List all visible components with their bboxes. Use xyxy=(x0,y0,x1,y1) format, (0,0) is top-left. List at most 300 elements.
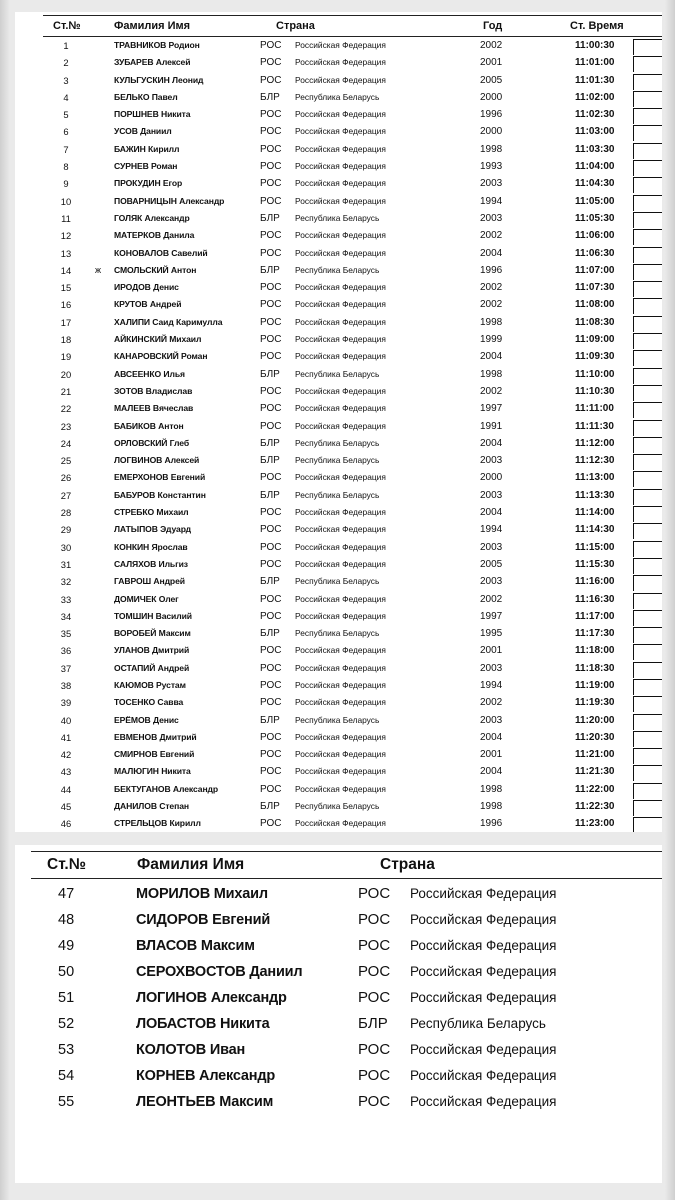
table-body xyxy=(15,881,662,1115)
table-row xyxy=(15,106,662,123)
table-row xyxy=(15,400,662,417)
country-name: Российская Федерация xyxy=(295,818,386,829)
birth-year: 1999 xyxy=(480,334,503,346)
country-code: РОС xyxy=(260,749,282,761)
table-row xyxy=(15,608,662,625)
start-number: 53 xyxy=(58,1042,75,1058)
start-time: 11:19:30 xyxy=(575,697,615,709)
country-code: БЛР xyxy=(358,1015,388,1032)
country-name: Российская Федерация xyxy=(295,420,386,431)
result-cell xyxy=(633,610,662,626)
start-time: 11:12:30 xyxy=(575,455,615,467)
start-number: 4 xyxy=(63,91,69,103)
start-time: 11:15:30 xyxy=(575,558,615,570)
table-row xyxy=(15,959,662,985)
result-cell xyxy=(633,523,662,539)
start-time: 11:10:00 xyxy=(575,368,615,380)
start-number: 20 xyxy=(60,368,72,380)
country-code: РОС xyxy=(358,1067,391,1084)
header-name: Фамилия Имя xyxy=(114,20,191,32)
result-cell xyxy=(633,316,662,332)
start-time: 11:18:00 xyxy=(575,645,615,657)
birth-year: 2002 xyxy=(480,593,503,605)
table-row xyxy=(15,1063,662,1089)
country-code: РОС xyxy=(260,126,282,138)
result-cell xyxy=(633,195,662,211)
country-name: Российская Федерация xyxy=(295,697,386,708)
result-cell xyxy=(633,454,662,470)
country-code: РОС xyxy=(260,178,282,190)
start-time: 11:15:00 xyxy=(575,541,615,553)
country-code: БЛР xyxy=(260,489,280,501)
athlete-name: ОСТАПИЙ Андрей xyxy=(114,662,190,673)
country-code: РОС xyxy=(358,989,391,1006)
athlete-name: КАНАРОВСКИЙ Роман xyxy=(114,351,208,362)
athlete-name: ДАНИЛОВ Степан xyxy=(114,801,189,812)
country-name: Российская Федерация xyxy=(295,126,386,137)
start-number: 38 xyxy=(60,679,72,691)
table-row xyxy=(15,366,662,383)
table-row xyxy=(15,539,662,556)
start-time: 11:16:30 xyxy=(575,593,615,605)
table-row xyxy=(15,573,662,590)
result-cell xyxy=(633,489,662,505)
country-code: РОС xyxy=(260,420,282,432)
start-time: 11:18:30 xyxy=(575,662,615,674)
athlete-name: САЛЯХОВ Ильгиз xyxy=(114,558,188,569)
country-code: БЛР xyxy=(260,455,280,467)
birth-year: 1996 xyxy=(480,264,503,276)
start-number: 33 xyxy=(60,593,72,605)
start-time: 11:06:00 xyxy=(575,230,615,242)
athlete-name: ЛЕОНТЬЕВ Максим xyxy=(136,1094,274,1110)
table-row xyxy=(15,123,662,140)
athlete-name: СТРЕБКО Михаил xyxy=(114,507,189,518)
country-name: Российская Федерация xyxy=(295,282,386,293)
country-name: Российская Федерация xyxy=(295,749,386,760)
birth-year: 2002 xyxy=(480,230,503,242)
table-row xyxy=(15,54,662,71)
table-row xyxy=(15,72,662,89)
start-number: 44 xyxy=(60,783,72,795)
start-time: 11:05:00 xyxy=(575,195,615,207)
birth-year: 2003 xyxy=(480,541,503,553)
table-header xyxy=(43,15,662,37)
table-row xyxy=(15,175,662,192)
start-number: 8 xyxy=(63,161,69,173)
start-time: 11:07:30 xyxy=(575,282,615,294)
country-name: Российская Федерация xyxy=(295,507,386,518)
table-row xyxy=(15,933,662,959)
country-name: Российская Федерация xyxy=(295,74,386,85)
start-number: 6 xyxy=(63,126,69,138)
country-name: Республика Беларусь xyxy=(295,91,380,102)
birth-year: 2001 xyxy=(480,57,503,69)
country-name: Российская Федерация xyxy=(295,57,386,68)
birth-year: 2003 xyxy=(480,662,503,674)
athlete-name: ТОМШИН Василий xyxy=(114,610,192,621)
athlete-name: БЕКТУГАНОВ Александр xyxy=(114,783,219,794)
athlete-name: СУРНЕВ Роман xyxy=(114,161,178,172)
birth-year: 2003 xyxy=(480,455,503,467)
table-row xyxy=(15,763,662,780)
birth-year: 2004 xyxy=(480,351,503,363)
country-name: Российская Федерация xyxy=(410,964,557,979)
athlete-name: ХАЛИПИ Саид Каримулла xyxy=(114,316,223,327)
result-cell xyxy=(633,91,662,107)
country-name: Республика Беларусь xyxy=(295,212,380,223)
athlete-name: СИДОРОВ Евгений xyxy=(136,912,271,928)
start-number: 17 xyxy=(60,316,72,328)
country-code: РОС xyxy=(358,937,391,954)
country-name: Российская Федерация xyxy=(410,990,557,1005)
athlete-name: ПРОКУДИН Егор xyxy=(114,178,183,189)
start-number: 51 xyxy=(58,990,75,1006)
start-time: 11:20:30 xyxy=(575,731,615,743)
athlete-name: КРУТОВ Андрей xyxy=(114,299,182,310)
start-number: 9 xyxy=(63,178,69,190)
country-code: РОС xyxy=(260,541,282,553)
table-row xyxy=(15,1011,662,1037)
country-name: Российская Федерация xyxy=(295,558,386,569)
country-name: Российская Федерация xyxy=(295,385,386,396)
country-code: РОС xyxy=(260,74,282,86)
result-cell xyxy=(633,817,662,832)
result-cell xyxy=(633,714,662,730)
country-name: Российская Федерация xyxy=(295,143,386,154)
table-row xyxy=(15,504,662,521)
start-number: 29 xyxy=(60,524,72,536)
birth-year: 2003 xyxy=(480,576,503,588)
start-time: 11:07:00 xyxy=(575,264,615,276)
country-name: Республика Беларусь xyxy=(295,455,380,466)
start-number: 19 xyxy=(60,351,72,363)
country-code: РОС xyxy=(358,963,391,980)
result-cell xyxy=(633,765,662,781)
country-name: Российская Федерация xyxy=(295,524,386,535)
start-number: 25 xyxy=(60,455,72,467)
start-number: 28 xyxy=(60,507,72,519)
country-code: РОС xyxy=(260,299,282,311)
country-code: РОС xyxy=(260,507,282,519)
table-row xyxy=(15,521,662,538)
table-row xyxy=(15,296,662,313)
country-code: РОС xyxy=(358,885,391,902)
start-time: 11:04:00 xyxy=(575,161,615,173)
country-code: РОС xyxy=(260,662,282,674)
table-row xyxy=(15,210,662,227)
country-name: Российская Федерация xyxy=(295,299,386,310)
country-name: Российская Федерация xyxy=(410,1068,557,1083)
start-time: 11:11:30 xyxy=(575,420,614,432)
start-number: 15 xyxy=(60,282,72,294)
country-code: БЛР xyxy=(260,714,280,726)
result-cell xyxy=(633,748,662,764)
country-code: РОС xyxy=(260,679,282,691)
birth-year: 1994 xyxy=(480,679,503,691)
table-row xyxy=(15,712,662,729)
athlete-name: ЕВМЕНОВ Дмитрий xyxy=(114,731,197,742)
start-number: 47 xyxy=(58,886,75,902)
country-name: Российская Федерация xyxy=(295,40,386,50)
country-code: БЛР xyxy=(260,801,280,813)
result-cell xyxy=(633,298,662,314)
country-name: Российская Федерация xyxy=(295,472,386,483)
start-time: 11:12:00 xyxy=(575,437,615,449)
start-number: 3 xyxy=(63,74,69,86)
country-name: Республика Беларусь xyxy=(295,576,380,587)
country-code: РОС xyxy=(260,818,282,830)
country-name: Российская Федерация xyxy=(295,593,386,604)
start-time: 11:09:00 xyxy=(575,334,615,346)
country-name: Российская Федерация xyxy=(295,247,386,258)
result-cell xyxy=(633,696,662,712)
country-name: Республика Беларусь xyxy=(295,628,380,639)
birth-year: 2002 xyxy=(480,282,503,294)
country-code: РОС xyxy=(358,1093,391,1110)
start-number: 26 xyxy=(60,472,72,484)
start-number: 18 xyxy=(60,334,72,346)
start-number: 43 xyxy=(60,766,72,778)
athlete-name: АЙКИНСКИЙ Михаил xyxy=(114,334,202,345)
athlete-name: ИРОДОВ Денис xyxy=(114,282,179,293)
athlete-name: ПОВАРНИЦЫН Александр xyxy=(114,195,225,206)
birth-year: 1994 xyxy=(480,524,503,536)
birth-year: 1995 xyxy=(480,628,503,640)
result-cell xyxy=(633,229,662,245)
birth-year: 1991 xyxy=(480,420,503,432)
country-name: Республика Беларусь xyxy=(295,714,380,725)
country-name: Российская Федерация xyxy=(295,645,386,656)
start-time: 11:09:30 xyxy=(575,351,615,363)
athlete-name: МАТЕРКОВ Данила xyxy=(114,230,195,241)
country-code: РОС xyxy=(260,593,282,605)
athlete-name: УЛАНОВ Дмитрий xyxy=(114,645,190,656)
athlete-name: УСОВ Даниил xyxy=(114,126,172,137)
country-name: Российская Федерация xyxy=(295,334,386,345)
table-row xyxy=(15,193,662,210)
birth-year: 1996 xyxy=(480,818,503,830)
result-cell xyxy=(633,177,662,193)
start-time: 11:02:30 xyxy=(575,109,615,121)
table-row xyxy=(15,418,662,435)
birth-year: 2002 xyxy=(480,385,503,397)
start-number: 12 xyxy=(60,230,72,242)
result-cell xyxy=(633,281,662,297)
birth-year: 2005 xyxy=(480,74,503,86)
result-cell xyxy=(633,800,662,816)
birth-year: 2002 xyxy=(480,299,503,311)
country-code: БЛР xyxy=(260,212,280,224)
athlete-name: СМИРНОВ Евгений xyxy=(114,749,195,760)
start-time: 11:22:00 xyxy=(575,783,615,795)
birth-year: 2004 xyxy=(480,437,503,449)
start-list-sheet-2 xyxy=(15,845,662,1183)
athlete-name: БАЖИН Кирилл xyxy=(114,143,180,154)
start-time: 11:21:00 xyxy=(575,749,615,761)
athlete-name: ГАВРОШ Андрей xyxy=(114,576,185,587)
athlete-name: МАЛЮГИН Никита xyxy=(114,766,191,777)
start-time: 11:04:30 xyxy=(575,178,615,190)
birth-year: 1998 xyxy=(480,316,503,328)
country-name: Российская Федерация xyxy=(295,662,386,673)
start-time: 11:14:30 xyxy=(575,524,615,536)
athlete-name: ТОСЕНКО Савва xyxy=(114,697,184,708)
athlete-name: ВЛАСОВ Максим xyxy=(136,938,255,954)
athlete-name: ЗУБАРЕВ Алексей xyxy=(114,57,191,68)
start-number: 32 xyxy=(60,576,72,588)
table-body xyxy=(15,37,662,832)
birth-year: 2003 xyxy=(480,212,503,224)
result-cell xyxy=(633,212,662,228)
athlete-name: БАБИКОВ Антон xyxy=(114,420,184,431)
table-row xyxy=(15,591,662,608)
country-name: Республика Беларусь xyxy=(295,368,380,379)
birth-year: 2000 xyxy=(480,91,503,103)
start-time: 11:13:30 xyxy=(575,489,615,501)
country-code: РОС xyxy=(260,697,282,709)
birth-year: 2001 xyxy=(480,749,503,761)
start-number: 1 xyxy=(63,40,69,51)
start-number: 40 xyxy=(60,714,72,726)
result-cell xyxy=(633,575,662,591)
start-time: 11:13:00 xyxy=(575,472,615,484)
athlete-name: МОРИЛОВ Михаил xyxy=(136,886,268,902)
table-row xyxy=(15,435,662,452)
athlete-name: ВОРОБЕЙ Максим xyxy=(114,628,191,639)
country-code: РОС xyxy=(358,1041,391,1058)
country-code: РОС xyxy=(260,524,282,536)
country-code: РОС xyxy=(260,385,282,397)
start-time: 11:03:00 xyxy=(575,126,615,138)
birth-year: 2000 xyxy=(480,126,503,138)
table-row xyxy=(15,158,662,175)
start-number: 41 xyxy=(60,731,72,743)
result-cell xyxy=(633,160,662,176)
table-row xyxy=(15,781,662,798)
country-code: БЛР xyxy=(260,628,280,640)
athlete-name: ЕМЕРХОНОВ Евгений xyxy=(114,472,206,483)
table-row xyxy=(15,469,662,486)
country-code: БЛР xyxy=(260,576,280,588)
birth-year: 2004 xyxy=(480,731,503,743)
start-time: 11:22:30 xyxy=(575,801,615,813)
country-name: Российская Федерация xyxy=(295,679,386,690)
start-time: 11:03:30 xyxy=(575,143,615,155)
table-row xyxy=(15,314,662,331)
athlete-name: СЕРОХВОСТОВ Даниил xyxy=(136,964,303,980)
athlete-name: ПОРШНЕВ Никита xyxy=(114,109,191,120)
athlete-name: ЛОБАСТОВ Никита xyxy=(136,1016,270,1032)
result-cell xyxy=(633,385,662,401)
start-time: 11:10:30 xyxy=(575,385,615,397)
table-row xyxy=(15,660,662,677)
country-name: Российская Федерация xyxy=(295,541,386,552)
country-name: Российская Федерация xyxy=(410,1094,557,1109)
country-code: РОС xyxy=(260,783,282,795)
athlete-name: ДОМИЧЕК Олег xyxy=(114,593,179,604)
country-code: РОС xyxy=(260,195,282,207)
country-name: Республика Беларусь xyxy=(295,801,380,812)
athlete-name: ЛОГВИНОВ Алексей xyxy=(114,455,200,466)
birth-year: 2003 xyxy=(480,714,503,726)
athlete-name: ГОЛЯК Александр xyxy=(114,212,190,223)
result-cell xyxy=(633,108,662,124)
start-time: 11:08:00 xyxy=(575,299,615,311)
country-name: Российская Федерация xyxy=(295,178,386,189)
start-number: 42 xyxy=(60,749,72,761)
start-time: 11:08:30 xyxy=(575,316,615,328)
start-number: 37 xyxy=(60,662,72,674)
birth-year: 1998 xyxy=(480,801,503,813)
birth-year: 1993 xyxy=(480,161,503,173)
country-name: Российская Федерация xyxy=(295,316,386,327)
birth-year: 2002 xyxy=(480,40,503,51)
start-number: 54 xyxy=(58,1068,75,1084)
start-number: 50 xyxy=(58,964,75,980)
country-name: Российская Федерация xyxy=(295,766,386,777)
birth-year: 2004 xyxy=(480,507,503,519)
start-time: 11:16:00 xyxy=(575,576,615,588)
athlete-name: ЛАТЫПОВ Эдуард xyxy=(114,524,192,535)
birth-year: 2003 xyxy=(480,489,503,501)
start-number: 22 xyxy=(60,403,72,415)
birth-year: 1998 xyxy=(480,368,503,380)
start-number: 13 xyxy=(60,247,72,259)
start-number: 21 xyxy=(60,385,72,397)
birth-year: 1996 xyxy=(480,109,503,121)
start-number: 11 xyxy=(61,212,71,224)
table-row xyxy=(15,1089,662,1115)
table-row xyxy=(15,815,662,832)
country-code: РОС xyxy=(260,731,282,743)
result-cell xyxy=(633,662,662,678)
table-row xyxy=(15,487,662,504)
start-number: 7 xyxy=(63,143,69,155)
table-row xyxy=(15,245,662,262)
birth-year: 1997 xyxy=(480,610,503,622)
birth-year: 1994 xyxy=(480,195,503,207)
birth-year: 2005 xyxy=(480,558,503,570)
header-country: Страна xyxy=(380,856,435,873)
start-number: 2 xyxy=(63,57,69,69)
start-number: 14 xyxy=(60,264,72,276)
result-cell xyxy=(633,679,662,695)
result-cell xyxy=(633,368,662,384)
country-name: Республика Беларусь xyxy=(295,489,380,500)
athlete-name: ЗОТОВ Владислав xyxy=(114,385,193,396)
start-time: 11:05:30 xyxy=(575,212,615,224)
athlete-name: КОНКИН Ярослав xyxy=(114,541,188,552)
country-name: Республика Беларусь xyxy=(295,264,380,275)
result-cell xyxy=(633,39,662,55)
table-row xyxy=(15,452,662,469)
result-cell xyxy=(633,402,662,418)
start-time: 11:21:30 xyxy=(575,766,615,778)
start-time: 11:11:00 xyxy=(575,403,614,415)
header-number: Ст.№ xyxy=(53,20,81,32)
start-number: 45 xyxy=(60,801,72,813)
start-number: 27 xyxy=(60,489,72,501)
table-row xyxy=(15,907,662,933)
country-name: Российская Федерация xyxy=(410,912,557,927)
start-number: 49 xyxy=(58,938,75,954)
country-code: РОС xyxy=(260,558,282,570)
result-cell xyxy=(633,471,662,487)
birth-year: 1997 xyxy=(480,403,503,415)
result-cell xyxy=(633,627,662,643)
result-cell xyxy=(633,783,662,799)
